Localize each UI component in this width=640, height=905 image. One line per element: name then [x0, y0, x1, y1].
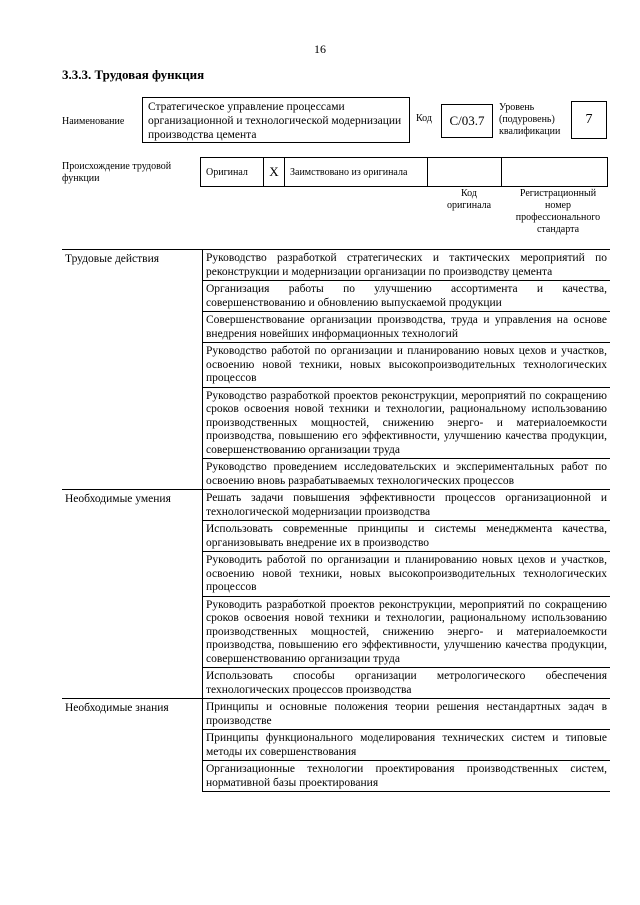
requirement-item: Принципы функционального моделирования технических систем и типовые методы их совершенствования	[203, 730, 611, 761]
requirement-item: Организация работы по улучшению ассортимента и качества, совершенствованию и обновлению выпускаемой продукции	[203, 281, 611, 312]
registration-caption-line-4: стандарта	[536, 224, 580, 235]
requirement-item: Руководство работой по организации и планированию новых цехов и участков, освоению новой техники, новых высокопроизводительных технологических процессов	[203, 343, 611, 388]
requirement-item: Руководство проведением исследовательских и экспериментальных работ по освоению вновь разрабатываемых технологических процессов	[203, 459, 611, 490]
function-code-box: C/03.7	[441, 104, 493, 138]
requirement-item: Совершенствование организации производства, труда и управления на основе внедрения новейших информационных технологий	[203, 312, 611, 343]
category-label: Необходимые умения	[62, 490, 203, 699]
original-code-caption	[434, 188, 504, 212]
requirement-item: Решать задачи повышения эффективности процессов организационной и технологической модернизации производства	[203, 490, 611, 521]
table-row	[62, 699, 610, 730]
name-label: Наименование	[62, 116, 125, 127]
original-label: Оригинал	[201, 158, 264, 187]
original-mark: X	[264, 158, 285, 187]
borrowed-label: Заимствовано из оригинала	[285, 158, 428, 187]
requirement-item: Организационные технологии проектирования производственных систем, нормативной базы проектирования	[203, 761, 611, 792]
function-details-table	[62, 249, 610, 792]
requirement-item: Использовать способы организации метрологического обеспечения технологических процессов производства	[203, 668, 611, 699]
requirement-item: Руководить разработкой проектов реконструкции, мероприятий по сокращению сроков освоения новой техники и технологии, рациональному использованию производственных мощностей, снижению энерго- и материалоемкости производства, повышению его эффективности, улучшению качества продукции, совершенствованию организации труда	[203, 596, 611, 668]
requirement-item: Использовать современные принципы и системы менеджмента качества, организовывать внедрение их в производство	[203, 521, 611, 552]
level-label-line-1: Уровень	[499, 102, 535, 113]
page-number: 16	[314, 42, 326, 56]
table-row	[62, 490, 610, 521]
registration-number-caption	[506, 188, 610, 236]
section-title: 3.3.3. Трудовая функция	[62, 67, 205, 82]
level-label-line-3: квалификации	[499, 126, 561, 137]
category-label: Необходимые знания	[62, 699, 203, 792]
registration-caption-line-2: номер	[545, 200, 571, 211]
requirement-item: Руководство разработкой проектов реконструкции, мероприятий по сокращению сроков освоения новой техники и технологии, рациональному использованию производственных мощностей, снижению энерго- и материалоемкости производства, повышению его эффективности, улучшению качества продукции, совершенствованию организации труда	[203, 387, 611, 459]
original-code-caption-line-2: оригинала	[446, 200, 492, 211]
original-code-caption-line-1: Код	[461, 188, 477, 199]
function-name-box: Стратегическое управление процессами организационной и технологической модернизации производства цемента	[142, 97, 410, 143]
category-label: Трудовые действия	[62, 250, 203, 490]
original-code-cell	[428, 158, 502, 187]
registration-caption-line-3: профессионального	[515, 212, 601, 223]
requirement-item: Руководить работой по организации и планированию новых цехов и участков, освоению новой техники, новых высокопроизводительных технологических процессов	[203, 552, 611, 597]
requirement-item: Руководство разработкой стратегических и тактических мероприятий по реконструкции и модернизации организации по производству цемента	[203, 250, 611, 281]
code-label: Код	[416, 113, 432, 124]
qualification-level-box: 7	[571, 101, 607, 139]
registration-number-cell	[502, 158, 608, 187]
level-label	[499, 102, 560, 138]
requirement-item: Принципы и основные положения теории решения нестандартных задач в производстве	[203, 699, 611, 730]
level-label-line-2: (подуровень)	[499, 114, 555, 125]
origin-label: Происхождение трудовой функции	[62, 161, 172, 184]
table-row	[62, 250, 610, 281]
registration-caption-line-1: Регистрационный	[519, 188, 597, 199]
origin-table	[200, 157, 608, 187]
